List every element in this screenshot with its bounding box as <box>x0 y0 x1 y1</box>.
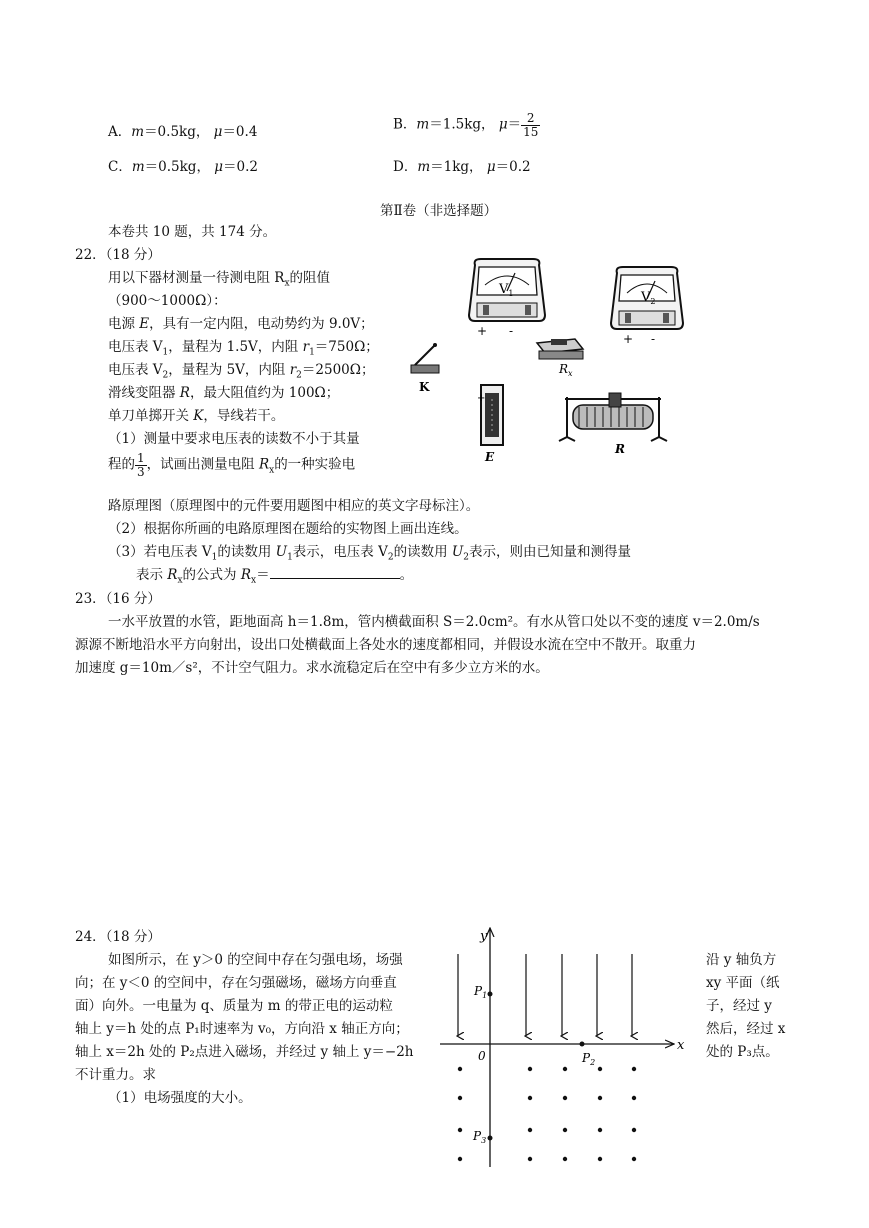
numerator: 2 <box>521 112 540 126</box>
answer-blank <box>270 566 400 579</box>
p1-label <box>473 984 487 1000</box>
plus-terminal-label: + <box>477 324 488 338</box>
subscript: 2 <box>387 552 394 563</box>
q22-part1-cont <box>108 452 355 478</box>
field-dot <box>528 1128 532 1132</box>
value: ＝0.4 <box>222 124 258 140</box>
text: 表示，电压表 V <box>292 544 388 560</box>
field-dot <box>528 1157 532 1161</box>
field-dot <box>598 1157 602 1161</box>
subscript: 3 <box>481 1136 487 1145</box>
q23-line: 一水平放置的水管，距地面高 h＝1.8m，管内横截面积 S＝2.0cm²。有水从管口处以不变的速度 v＝2.0m/s <box>108 614 760 630</box>
text: ，量程为 1.5V，内阻 <box>168 339 303 355</box>
q24-number: 24．（18 分） <box>75 929 161 945</box>
subscript: 1 <box>482 991 488 1000</box>
text: ，具有一定内阻，电动势约为 9.0V； <box>149 316 374 332</box>
var-m: m <box>417 159 431 175</box>
option-a <box>108 120 257 140</box>
subscript: 1 <box>211 552 218 563</box>
text: P <box>474 984 483 998</box>
text: （3）若电压表 V <box>108 544 212 560</box>
q22-line <box>108 358 374 381</box>
var-r: R <box>179 385 190 401</box>
subscript: 1 <box>309 347 315 358</box>
subscript: 1 <box>162 347 169 358</box>
subscript: 2 <box>590 1058 596 1067</box>
p2-label <box>581 1051 595 1067</box>
q24-right-line: 处的 P₃点。 <box>706 1044 779 1060</box>
field-dot <box>598 1096 602 1100</box>
q24-part1: （1）电场强度的大小。 <box>108 1090 252 1106</box>
switch-k <box>411 343 439 394</box>
minus-terminal-label: - <box>651 332 656 346</box>
var-m: m <box>131 124 145 140</box>
q24-line: 向；在 y＜0 的空间中，存在匀强磁场，磁场方向垂直 <box>75 975 397 991</box>
minus-terminal-label: - <box>509 324 514 338</box>
text: 的阻值 <box>289 270 331 286</box>
q22-part1: （1）测量中要求电压表的读数不小于其量 <box>108 431 360 447</box>
q23-line: 加速度 g＝10m／s²，不计空气阻力。求水流稳定后在空中有多少立方米的水。 <box>75 660 549 676</box>
section-title: 第Ⅱ卷（非选择题） <box>380 203 498 219</box>
q24-line: 面）向外。一电量为 q、质量为 m 的带正电的运动粒 <box>75 998 393 1014</box>
field-dot <box>563 1128 567 1132</box>
text: 用以下器材测量一待测电阻 R <box>108 270 285 286</box>
var-k: K <box>193 408 204 424</box>
var-mu: μ <box>214 159 224 175</box>
subscript: x <box>284 278 290 289</box>
field-dot <box>458 1157 462 1161</box>
subscript: 1 <box>508 289 514 298</box>
p3-label <box>472 1129 486 1145</box>
q24-right-line: 然后，经过 x <box>706 1021 786 1037</box>
var-m: m <box>131 159 145 175</box>
q24-right-line: 沿 y 轴负方 <box>706 952 777 968</box>
text: 电源 <box>108 316 140 332</box>
q22-line <box>108 404 284 424</box>
q24-line: 轴上 y＝h 处的点 P₁时速率为 v₀，方向沿 x 轴正方向； <box>75 1021 409 1037</box>
field-dot <box>528 1067 532 1071</box>
q24-line: 如图所示，在 y＞0 的空间中存在匀强电场，场强 <box>108 952 403 968</box>
field-dot <box>528 1096 532 1100</box>
fraction <box>135 452 147 478</box>
value: ＝0.5kg， <box>144 159 210 175</box>
y-axis-label: y <box>480 929 488 944</box>
option-c <box>108 155 258 175</box>
voltmeter-v1 <box>469 259 545 338</box>
var-r: r <box>289 362 297 378</box>
q22-part1-end: 路原理图（原理图中的元件要用题图中相应的英文字母标注）。 <box>108 498 480 514</box>
resistor-rx <box>537 339 583 378</box>
text: 的读数用 <box>393 544 452 560</box>
text: ，最大阻值约为 100Ω； <box>189 385 340 401</box>
var-r: r <box>302 339 310 355</box>
voltmeter-v2 <box>611 267 683 346</box>
text: 单刀单掷开关 <box>108 408 194 424</box>
section-intro: 本卷共 10 题，共 174 分。 <box>108 224 277 240</box>
text: 电压表 V <box>108 362 163 378</box>
x-axis-label: x <box>677 1038 685 1053</box>
k-label: K <box>419 380 430 394</box>
field-dot <box>458 1096 462 1100</box>
e-label: E <box>485 450 495 464</box>
q22-line <box>108 266 330 289</box>
q22-line: （900～1000Ω）： <box>108 293 227 309</box>
q22-line <box>108 381 339 401</box>
subscript: 2 <box>650 297 656 306</box>
point-p1 <box>488 992 493 997</box>
point-p3 <box>488 1136 493 1141</box>
subscript: 1 <box>287 552 293 563</box>
field-dot <box>632 1096 636 1100</box>
subscript: x <box>568 369 573 378</box>
text: P <box>582 1051 591 1065</box>
q24-right-line: xy 平面（纸 <box>706 975 780 991</box>
text: R <box>559 362 569 376</box>
text: ＝2500Ω； <box>301 362 375 378</box>
q22-line <box>108 312 374 332</box>
q23-number: 23．（16 分） <box>75 591 161 607</box>
var-u: U <box>451 544 464 560</box>
field-dot <box>632 1157 636 1161</box>
text: 表示 <box>136 567 168 583</box>
subscript: x <box>269 465 275 476</box>
value: ＝1.5kg， <box>429 116 495 133</box>
field-dot <box>632 1067 636 1071</box>
text: V <box>499 282 509 297</box>
value: ＝0.5kg， <box>144 124 210 140</box>
field-dot <box>563 1157 567 1161</box>
var-r: R <box>167 567 178 583</box>
option-letter: B． <box>393 116 417 133</box>
text: 的公式为 <box>182 567 241 583</box>
value: ＝0.2 <box>495 159 531 175</box>
subscript: 2 <box>296 370 302 381</box>
text: 表示，则由已知量和测得量 <box>469 544 631 560</box>
q24-line: 轴上 x＝2h 处的 P₂点进入磁场，并经过 y 轴上 y＝−2h <box>75 1044 414 1060</box>
q22-line <box>108 335 379 358</box>
denominator: 3 <box>137 464 145 479</box>
field-dot <box>598 1128 602 1132</box>
q22-part3-cont <box>136 563 413 586</box>
text: ＝750Ω； <box>314 339 379 355</box>
q24-line: 不计重力。求 <box>75 1067 156 1083</box>
text: ，量程为 5V，内阻 <box>168 362 290 378</box>
option-d <box>393 155 531 175</box>
option-b <box>393 112 540 138</box>
text: 程的 <box>108 456 135 473</box>
apparatus-figure <box>405 255 695 470</box>
plus-terminal-label: + <box>623 332 634 346</box>
field-dot <box>598 1067 602 1071</box>
q22-part2: （2）根据你所画的电路原理图在题给的实物图上画出连线。 <box>108 521 468 537</box>
text: 。 <box>399 567 414 583</box>
var-r: R <box>258 456 270 473</box>
q22-number: 22．（18 分） <box>75 247 161 263</box>
plus-terminal-label: + <box>477 393 486 404</box>
option-letter: D． <box>393 159 418 175</box>
r-label: R <box>615 442 625 456</box>
subscript: x <box>177 575 183 586</box>
text: 滑线变阻器 <box>108 385 180 401</box>
field-dot <box>458 1067 462 1071</box>
equals: ＝ <box>507 116 522 133</box>
fraction <box>521 112 540 138</box>
numerator: 1 <box>137 451 145 465</box>
rheostat-r <box>559 393 667 456</box>
field-dot <box>458 1128 462 1132</box>
field-dot <box>563 1067 567 1071</box>
value: ＝1kg， <box>430 159 483 175</box>
subscript: 2 <box>463 552 469 563</box>
subscript: 2 <box>162 370 169 381</box>
battery-e <box>477 385 503 464</box>
subscript: x <box>251 575 257 586</box>
var-m: m <box>416 116 430 133</box>
q22-part3 <box>108 540 631 563</box>
magnetic-field-dots <box>458 1067 636 1161</box>
text: ，试画出测量电阻 <box>146 456 259 473</box>
var-mu: μ <box>213 124 223 140</box>
var-mu: μ <box>498 116 508 133</box>
text: ，导线若干。 <box>203 408 285 424</box>
q23-line: 源源不断地沿水平方向射出，设出口处横截面上各处水的速度都相同，并假设水流在空中不散开。取重力 <box>75 637 696 653</box>
point-p2 <box>580 1042 585 1047</box>
field-dot <box>563 1096 567 1100</box>
text: ＝ <box>256 567 270 583</box>
var-r: R <box>240 567 252 583</box>
var-u: U <box>275 544 288 560</box>
text: 的一种实验电 <box>274 456 356 473</box>
var-mu: μ <box>486 159 496 175</box>
text: V <box>641 290 651 305</box>
field-diagram <box>440 922 695 1172</box>
q24-right-line: 子，经过 y <box>706 998 772 1014</box>
text: P <box>473 1129 482 1143</box>
var-e: E <box>139 316 150 332</box>
origin-label: 0 <box>478 1049 486 1063</box>
text: 的读数用 <box>217 544 276 560</box>
rx-label <box>558 362 573 378</box>
option-letter: A． <box>108 124 132 140</box>
field-dot <box>632 1128 636 1132</box>
text: 电压表 V <box>108 339 163 355</box>
denominator: 15 <box>523 124 539 139</box>
option-letter: C． <box>108 159 132 175</box>
value: ＝0.2 <box>223 159 259 175</box>
